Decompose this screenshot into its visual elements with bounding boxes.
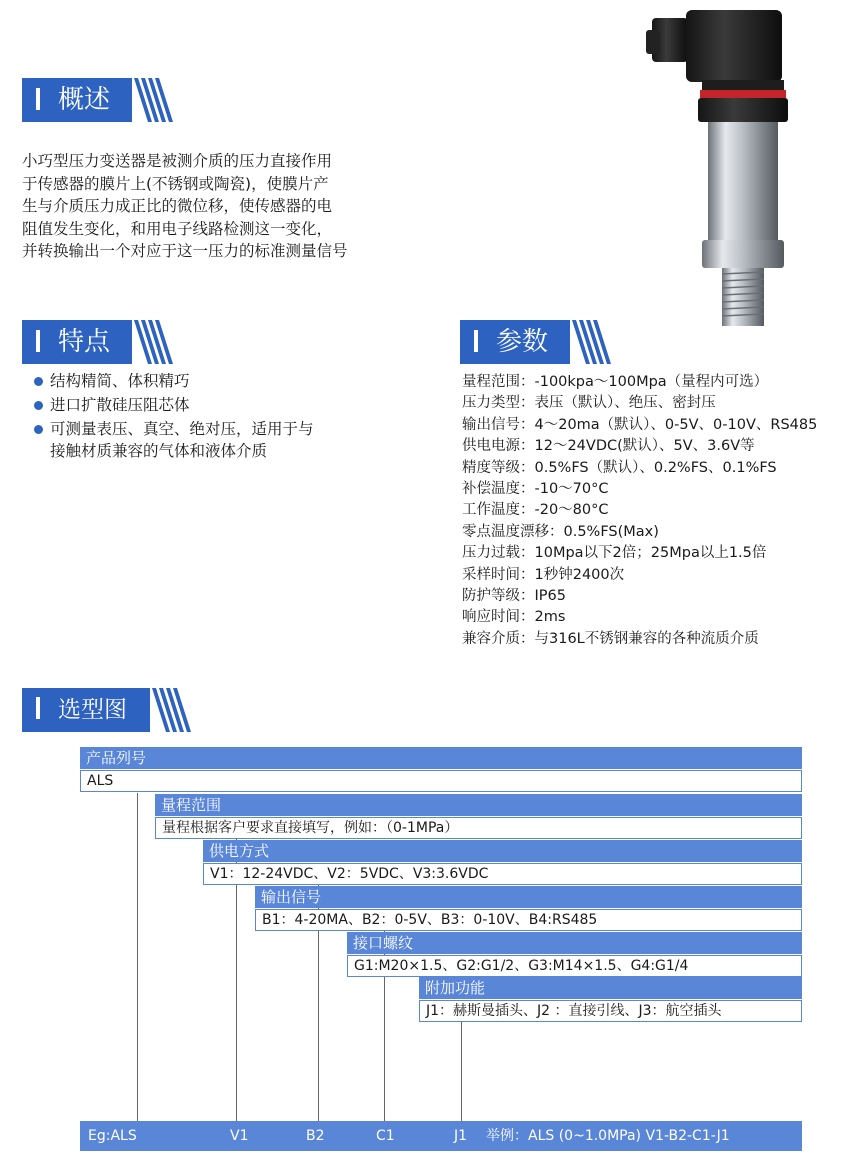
example-v: V1 (230, 1128, 249, 1144)
title-pipe (36, 697, 40, 719)
features-title-bar (22, 320, 132, 364)
params-title: 参数 (496, 327, 549, 357)
selection-level-value: G1:M20×1.5、G2:G1/2、G3:M14×1.5、G4:G1/4 (347, 955, 802, 977)
selection-level-header: 接口螺纹 (347, 932, 802, 954)
bullet-icon (34, 377, 43, 386)
param-row: 采样时间：1秒钟2400次 (462, 566, 625, 583)
overview-title: 概述 (58, 85, 111, 115)
params-list (462, 372, 817, 650)
title-pipe (36, 330, 40, 352)
params-header (460, 320, 610, 364)
title-pipe (474, 330, 478, 352)
overview-text (22, 150, 412, 263)
selection-level-header: 量程范围 (155, 794, 802, 816)
stripes-icon (130, 78, 176, 122)
overview-line: 并转换输出一个对应于这一压力的标准测量信号 (22, 242, 348, 260)
example-b: B2 (306, 1128, 325, 1144)
list-item (34, 370, 424, 392)
selection-header (22, 688, 202, 732)
param-row: 补偿温度：-10～70°C (462, 481, 609, 498)
selection-level-value: 量程根据客户要求直接填写，例如：（0-1MPa） (155, 817, 802, 839)
selection-level-value: J1：赫斯曼插头、J2 ：直接引线、J3：航空插头 (419, 1000, 802, 1022)
example-c: C1 (376, 1128, 395, 1144)
param-row: 兼容介质：与316L不锈钢兼容的各种流质介质 (462, 630, 759, 647)
feature-text-continued: 接触材质兼容的气体和液体介质 (50, 442, 268, 460)
param-row: 压力过载：10Mpa以下2倍；25Mpa以上1.5倍 (462, 545, 767, 562)
feature-text: 结构精简、体积精巧 (50, 372, 190, 390)
param-row: 工作温度：-20～80°C (462, 502, 609, 519)
param-row: 量程范围：-100kpa～100Mpa（量程内可选） (462, 374, 769, 390)
bullet-icon (34, 425, 43, 434)
list-item (34, 394, 424, 416)
example-bar (80, 1121, 802, 1151)
param-row: 精度等级：0.5%FS（默认）、0.2%FS、0.1%FS (462, 459, 777, 476)
example-text: 举例：ALS (0~1.0MPa) V1-B2-C1-J1 (486, 1128, 730, 1144)
features-title: 特点 (58, 327, 111, 357)
selection-level-value: B1：4-20MA、B2：0-5V、B3：0-10V、B4:RS485 (255, 909, 802, 931)
selection-level-value: V1：12-24VDC、V2：5VDC、V3:3.6VDC (203, 863, 802, 885)
param-row: 响应时间：2ms (462, 609, 566, 626)
selection-title-bar (22, 688, 150, 732)
param-row: 零点温度漂移：0.5%FS(Max) (462, 523, 659, 540)
selection-level-value: ALS (80, 770, 802, 792)
features-header (22, 320, 172, 364)
bullet-icon (34, 401, 43, 410)
stripes-icon (130, 320, 176, 364)
feature-text: 进口扩散硅压阻芯体 (50, 396, 190, 414)
title-pipe (36, 88, 40, 110)
stripes-icon (148, 688, 194, 732)
selection-title: 选型图 (58, 697, 127, 723)
overview-line: 阻值发生变化，和用电子线路检测这一变化， (22, 219, 333, 238)
param-row: 输出信号：4～20ma（默认）、0-5V、0-10V、RS485 (462, 416, 818, 433)
connector-line (461, 1021, 462, 1121)
connector-line (137, 793, 138, 1121)
example-eg: Eg:ALS (88, 1128, 137, 1144)
list-item (34, 418, 424, 462)
selection-level-header: 输出信号 (255, 886, 802, 908)
overview-header (22, 78, 172, 122)
product-image (640, 0, 800, 335)
overview-title-bar (22, 78, 132, 122)
overview-line: 于传感器的膜片上(不锈钢或陶瓷)，使膜片产 (22, 174, 329, 193)
example-j: J1 (454, 1128, 468, 1144)
param-row: 防护等级：IP65 (462, 588, 566, 605)
param-row: 供电电源：12～24VDC(默认）、5V、3.6V等 (462, 438, 755, 455)
selection-level-header: 供电方式 (203, 840, 802, 862)
param-row: 压力类型：表压（默认）、绝压、密封压 (462, 395, 716, 412)
overview-line: 生与介质压力成正比的微位移，使传感器的电 (22, 197, 333, 215)
selection-level-header: 附加功能 (419, 977, 802, 999)
params-title-bar (460, 320, 570, 364)
feature-text: 可测量表压、真空、绝对压，适用于与 (50, 420, 314, 438)
selection-level-header: 产品列号 (80, 747, 802, 769)
overview-line: 小巧型压力变送器是被测介质的压力直接作用 (22, 152, 333, 170)
stripes-icon (568, 320, 614, 364)
features-list (34, 370, 424, 464)
